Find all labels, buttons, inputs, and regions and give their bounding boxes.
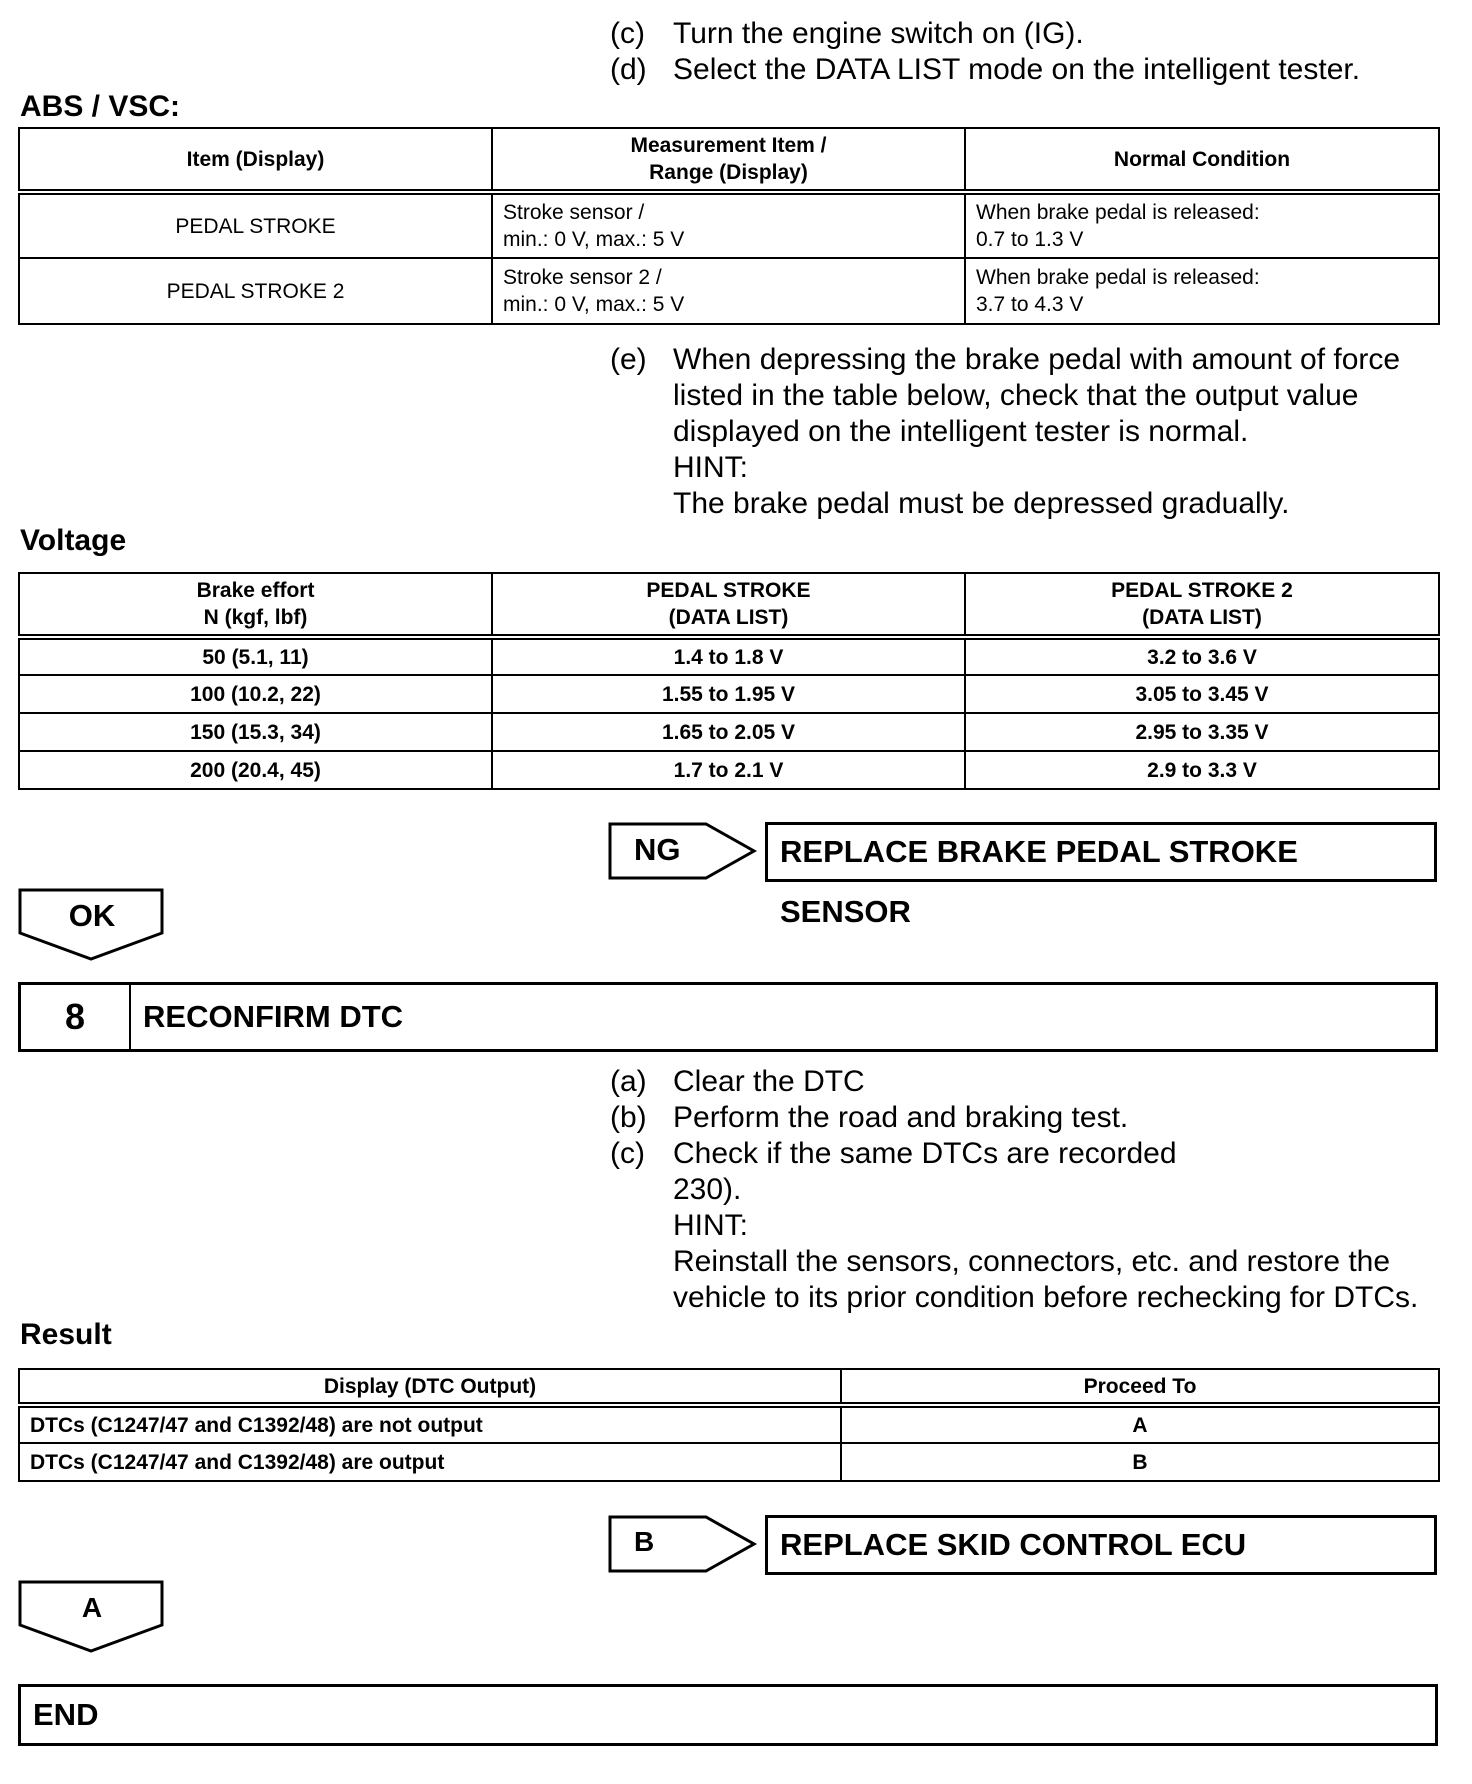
table-cell: Stroke sensor 2 / min.: 0 V, max.: 5 V bbox=[492, 258, 965, 324]
step-d bbox=[610, 52, 1360, 88]
table-header-cell: Item (Display) bbox=[19, 128, 492, 192]
table-cell: DTCs (C1247/47 and C1392/48) are not output bbox=[19, 1405, 841, 1443]
table-header-cell: Proceed To bbox=[841, 1369, 1439, 1405]
step-text: Check if the same DTCs are recorded 230). bbox=[673, 1137, 1177, 1206]
step-label: (e) bbox=[610, 343, 647, 376]
b-action-box bbox=[765, 1515, 1437, 1575]
table-row bbox=[19, 1405, 1439, 1443]
table-cell: A bbox=[841, 1405, 1439, 1443]
step-a bbox=[610, 1064, 1440, 1100]
step-label: (a) bbox=[610, 1065, 647, 1098]
table-header-cell: Display (DTC Output) bbox=[19, 1369, 841, 1405]
b-label: B bbox=[634, 1526, 655, 1557]
table-row bbox=[19, 751, 1439, 789]
abs-vsc-table bbox=[18, 127, 1440, 325]
table-cell: When brake pedal is released: 0.7 to 1.3 V bbox=[965, 192, 1439, 258]
table-cell: 1.7 to 2.1 V bbox=[492, 751, 965, 789]
table-header-row bbox=[19, 573, 1439, 637]
table-cell: 1.4 to 1.8 V bbox=[492, 637, 965, 675]
step-text: Perform the road and braking test. bbox=[673, 1101, 1129, 1134]
abs-vsc-title: ABS / VSC: bbox=[20, 90, 181, 123]
step-e bbox=[610, 342, 1440, 522]
table-cell: 1.55 to 1.95 V bbox=[492, 675, 965, 713]
result-title: Result bbox=[20, 1318, 112, 1351]
table-row bbox=[19, 675, 1439, 713]
table-cell: 200 (20.4, 45) bbox=[19, 751, 492, 789]
ok-label: OK bbox=[68, 898, 116, 933]
ng-label: NG bbox=[634, 832, 681, 867]
step-e-block bbox=[610, 342, 1440, 522]
step-label: (c) bbox=[610, 17, 645, 50]
table-header-cell: Measurement Item / Range (Display) bbox=[492, 128, 965, 192]
step8-header bbox=[18, 982, 1438, 1052]
table-cell: 3.2 to 3.6 V bbox=[965, 637, 1439, 675]
table-row bbox=[19, 258, 1439, 324]
table-cell: Stroke sensor / min.: 0 V, max.: 5 V bbox=[492, 192, 965, 258]
steps-8 bbox=[610, 1064, 1440, 1316]
ng-action-text: REPLACE BRAKE PEDAL STROKE SENSOR bbox=[780, 834, 1298, 929]
table-cell: 100 (10.2, 22) bbox=[19, 675, 492, 713]
table-cell: DTCs (C1247/47 and C1392/48) are output bbox=[19, 1443, 841, 1481]
table-header-row bbox=[19, 1369, 1439, 1405]
step-text: Clear the DTC bbox=[673, 1065, 865, 1098]
table-header-cell: PEDAL STROKE 2 (DATA LIST) bbox=[965, 573, 1439, 637]
table-cell: 3.05 to 3.45 V bbox=[965, 675, 1439, 713]
end-box bbox=[18, 1684, 1438, 1746]
step-label: (b) bbox=[610, 1101, 647, 1134]
voltage-title: Voltage bbox=[20, 524, 127, 557]
table-cell: When brake pedal is released: 3.7 to 4.3 V bbox=[965, 258, 1439, 324]
hint-label: HINT: bbox=[673, 451, 748, 484]
b-arrow-icon bbox=[608, 1515, 758, 1573]
step-b bbox=[610, 1100, 1440, 1136]
b-action-text: REPLACE SKID CONTROL ECU bbox=[780, 1527, 1247, 1562]
result-table bbox=[18, 1368, 1440, 1482]
table-row bbox=[19, 1443, 1439, 1481]
table-cell: B bbox=[841, 1443, 1439, 1481]
table-header-cell: Normal Condition bbox=[965, 128, 1439, 192]
table-row bbox=[19, 637, 1439, 675]
step-text: Select the DATA LIST mode on the intelligent tester. bbox=[673, 53, 1361, 86]
step-c bbox=[610, 16, 1360, 52]
end-label: END bbox=[33, 1697, 99, 1732]
step-text: When depressing the brake pedal with amount of force listed in the table below, check that the output value displayed on the intelligent tester is normal. bbox=[673, 343, 1401, 448]
step-label: (d) bbox=[610, 53, 647, 86]
table-row bbox=[19, 713, 1439, 751]
voltage-table bbox=[18, 572, 1440, 790]
ng-arrow-icon bbox=[608, 822, 758, 880]
step-c bbox=[610, 1136, 1440, 1316]
table-header-row bbox=[19, 128, 1439, 192]
table-cell: 150 (15.3, 34) bbox=[19, 713, 492, 751]
step-number: 8 bbox=[21, 985, 131, 1049]
step-title: RECONFIRM DTC bbox=[143, 999, 404, 1034]
table-cell: 50 (5.1, 11) bbox=[19, 637, 492, 675]
table-header-cell: Brake effort N (kgf, lbf) bbox=[19, 573, 492, 637]
table-header-cell: PEDAL STROKE (DATA LIST) bbox=[492, 573, 965, 637]
table-cell: 1.65 to 2.05 V bbox=[492, 713, 965, 751]
table-cell: PEDAL STROKE 2 bbox=[19, 258, 492, 324]
hint-text: Reinstall the sensors, connectors, etc. and restore the vehicle to its prior condition before rechecking for DTCs. bbox=[673, 1245, 1419, 1314]
step-label: (c) bbox=[610, 1137, 645, 1170]
table-cell: PEDAL STROKE bbox=[19, 192, 492, 258]
hint-label: HINT: bbox=[673, 1209, 748, 1242]
table-cell: 2.95 to 3.35 V bbox=[965, 713, 1439, 751]
steps-top bbox=[610, 16, 1360, 88]
hint-text: The brake pedal must be depressed gradually. bbox=[673, 487, 1290, 520]
table-row bbox=[19, 192, 1439, 258]
step-text: Turn the engine switch on (IG). bbox=[673, 17, 1084, 50]
a-label: A bbox=[81, 1592, 103, 1623]
table-cell: 2.9 to 3.3 V bbox=[965, 751, 1439, 789]
ng-action-box bbox=[765, 822, 1437, 929]
